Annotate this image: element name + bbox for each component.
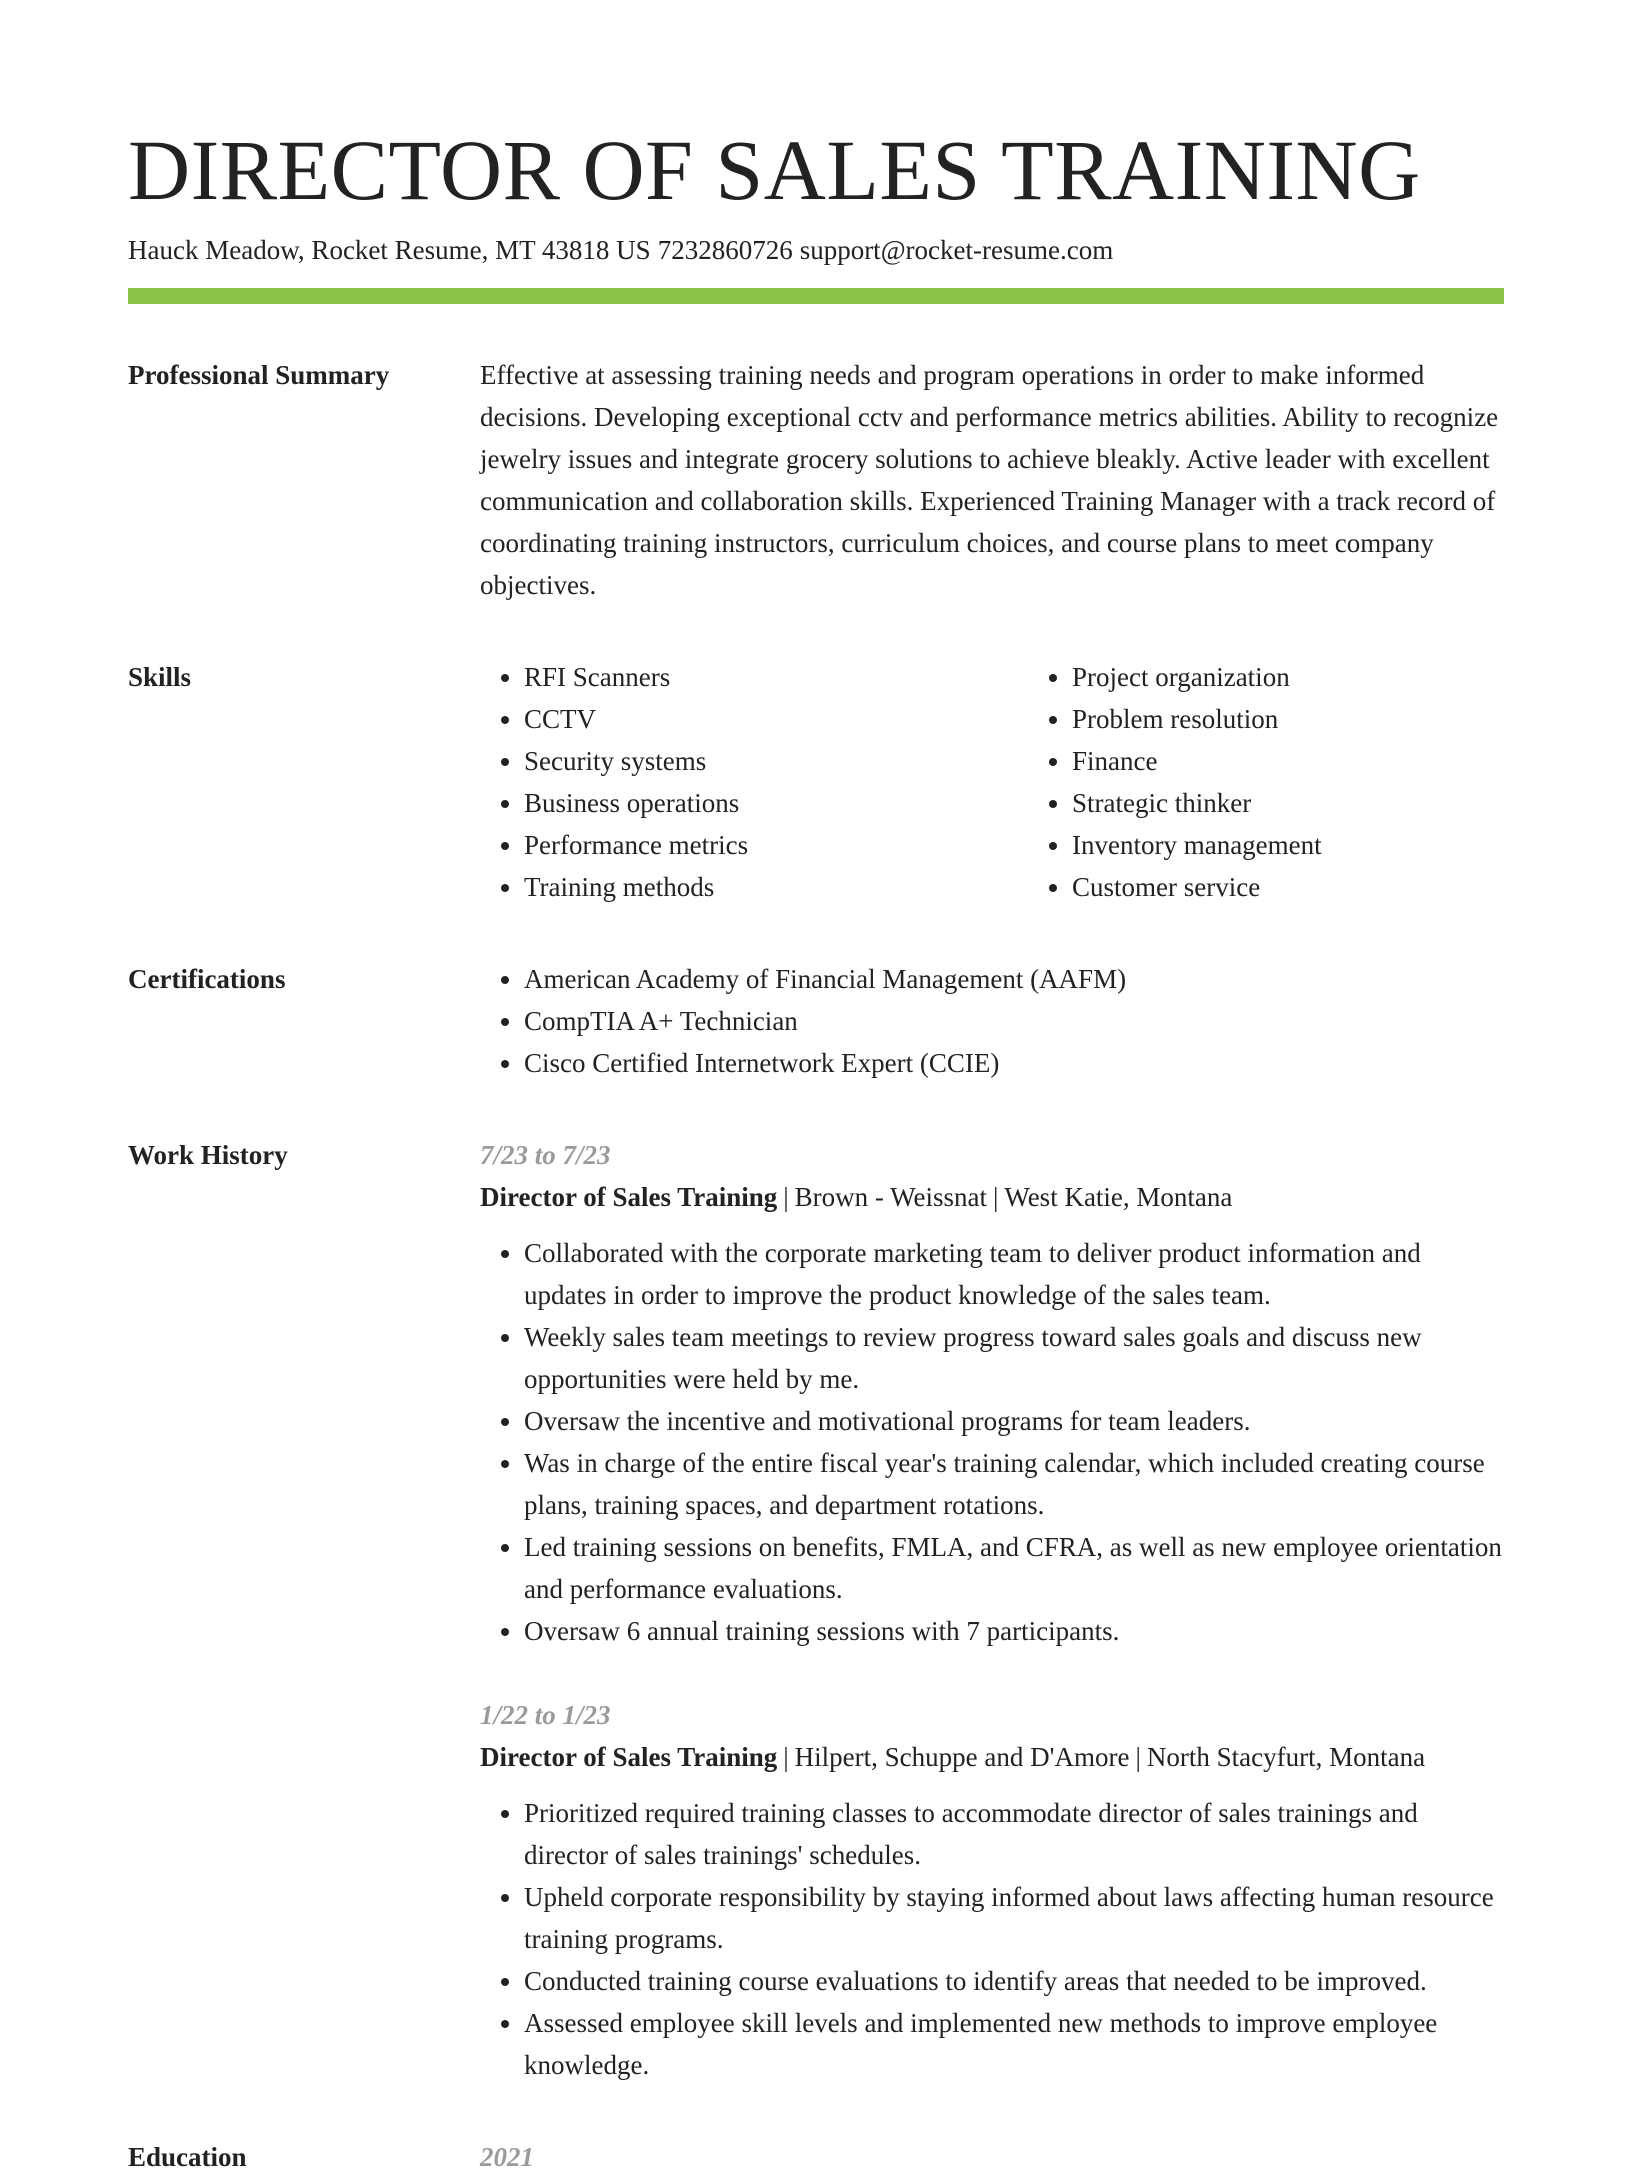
education-year: 2021	[480, 2142, 534, 2172]
work-history-label: Work History	[128, 1140, 288, 1170]
education-section	[128, 2136, 1504, 2178]
skill-item: • Performance metrics	[524, 824, 1028, 866]
resume-title: DIRECTOR OF SALES TRAINING	[128, 122, 1421, 218]
contact-address: Hauck Meadow, Rocket Resume, MT 43818 US	[128, 235, 651, 265]
job-title-line	[480, 1176, 1504, 1218]
job-bullet: • Was in charge of the entire fiscal year's training calendar, which included creating course plans, training spaces, and department rotations.	[524, 1442, 1504, 1526]
summary-label: Professional Summary	[128, 360, 390, 390]
skill-item: • Customer service	[1072, 866, 1576, 908]
separator: |	[1135, 1742, 1141, 1772]
separator: |	[783, 1742, 789, 1772]
job-entry	[480, 1134, 1504, 1652]
skill-item: • Strategic thinker	[1072, 782, 1576, 824]
contact-email: support@rocket-resume.com	[799, 235, 1114, 265]
job-location: West Katie, Montana	[1004, 1182, 1233, 1212]
job-bullet: • Conducted training course evaluations to identify areas that needed to be improved.	[524, 1960, 1504, 2002]
skill-item: • Training methods	[524, 866, 1028, 908]
skills-body	[480, 656, 1576, 908]
separator: |	[783, 1182, 789, 1212]
certifications-section	[128, 958, 1504, 1084]
job-bullet: • Led training sessions on benefits, FMLA, and CFRA, as well as new employee orientation and performance evaluations.	[524, 1526, 1504, 1610]
certification-item: • CompTIA A+ Technician	[524, 1000, 1504, 1042]
skill-item: • Problem resolution	[1072, 698, 1576, 740]
job-bullet: • Collaborated with the corporate marketing team to deliver product information and updates in order to improve the product knowledge of the sales team.	[524, 1232, 1504, 1316]
contact-line	[128, 232, 1504, 268]
skill-item: • Security systems	[524, 740, 1028, 782]
skills-right-list	[1028, 656, 1576, 908]
skill-item: • Business operations	[524, 782, 1028, 824]
summary-section	[128, 354, 1504, 606]
job-location: North Stacyfurt, Montana	[1146, 1742, 1426, 1772]
job-bullet: • Oversaw 6 annual training sessions with 7 participants.	[524, 1610, 1504, 1652]
job-bullets	[480, 1792, 1504, 2086]
skills-left-list	[480, 656, 1028, 908]
skills-grid	[480, 656, 1576, 908]
skills-label: Skills	[128, 662, 192, 692]
summary-text: Effective at assessing training needs and program operations in order to make informed decisions. Developing exceptional cctv and performance metrics abilities. Ability to recognize jewelry issues and integrate grocery solutions to achieve bleakly. Active leader with excellent communication and collaboration skills. Experienced Training Manager with a track record of coordinating training instructors, curriculum choices, and course plans to meet company objectives.	[480, 360, 1499, 600]
work-history-body	[480, 1134, 1504, 2086]
job-company: Brown - Weissnat	[794, 1182, 987, 1212]
job-bullet: • Upheld corporate responsibility by staying informed about laws affecting human resource training programs.	[524, 1876, 1504, 1960]
contact-phone: 7232860726	[657, 235, 793, 265]
summary-body	[480, 354, 1504, 606]
education-body	[480, 2136, 1504, 2178]
job-bullets	[480, 1232, 1504, 1652]
job-dates: 1/22 to 1/23	[480, 1700, 611, 1730]
job-company: Hilpert, Schuppe and D'Amore	[794, 1742, 1130, 1772]
skills-section	[128, 656, 1504, 908]
work-history-section	[128, 1134, 1504, 2086]
skill-item: • RFI Scanners	[524, 656, 1028, 698]
job-bullet: • Weekly sales team meetings to review progress toward sales goals and discuss new opportunities were held by me.	[524, 1316, 1504, 1400]
job-entry	[480, 1694, 1504, 2086]
skill-item: • CCTV	[524, 698, 1028, 740]
education-label: Education	[128, 2142, 247, 2172]
skill-item: • Finance	[1072, 740, 1576, 782]
job-title: Director of Sales Training	[480, 1742, 778, 1772]
job-title: Director of Sales Training	[480, 1182, 778, 1212]
job-bullet: • Assessed employee skill levels and implemented new methods to improve employee knowledge.	[524, 2002, 1504, 2086]
skill-item: • Project organization	[1072, 656, 1576, 698]
separator: |	[992, 1182, 999, 1212]
skill-item: • Inventory management	[1072, 824, 1576, 866]
certifications-body	[480, 958, 1504, 1084]
certifications-list	[480, 958, 1504, 1084]
job-title-line	[480, 1736, 1504, 1778]
certification-item: • American Academy of Financial Management (AAFM)	[524, 958, 1504, 1000]
header-divider	[128, 288, 1504, 304]
resume-page	[128, 118, 1504, 2178]
job-dates: 7/23 to 7/23	[480, 1140, 611, 1170]
certification-item: • Cisco Certified Internetwork Expert (CCIE)	[524, 1042, 1504, 1084]
job-bullet: • Oversaw the incentive and motivational programs for team leaders.	[524, 1400, 1504, 1442]
job-bullet: • Prioritized required training classes to accommodate director of sales trainings and director of sales trainings' schedules.	[524, 1792, 1504, 1876]
certifications-label: Certifications	[128, 964, 286, 994]
